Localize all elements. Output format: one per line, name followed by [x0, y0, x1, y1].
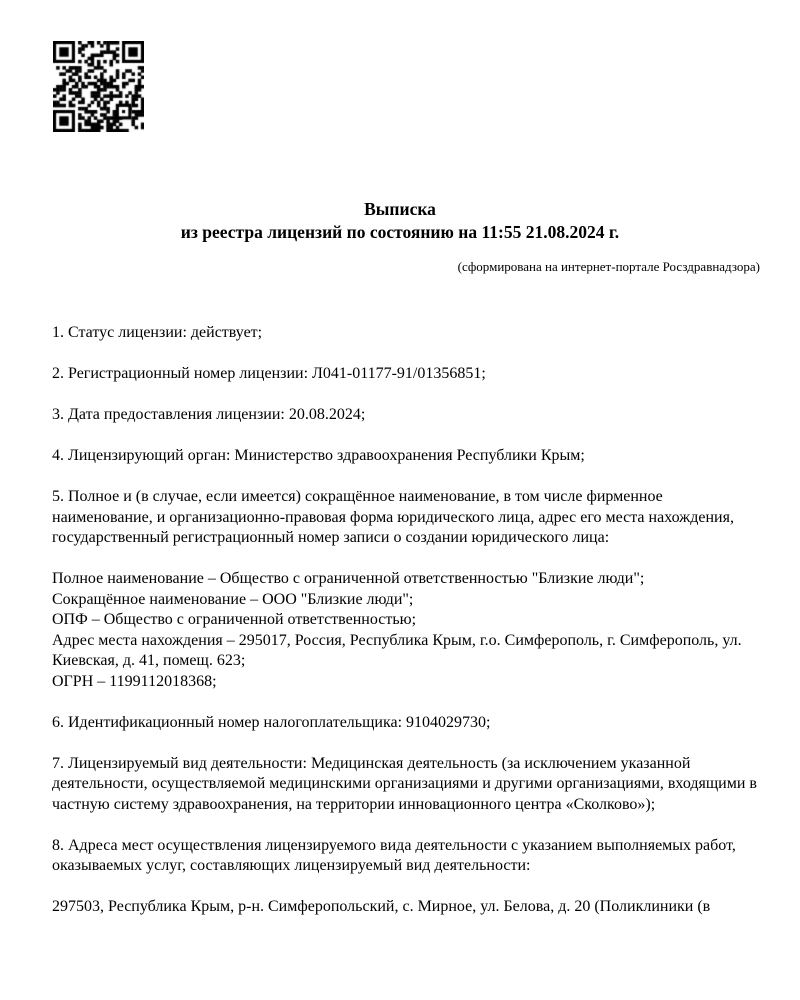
document-title-line2: из реестра лицензий по состоянию на 11:55 21.08.2024 г. — [180, 222, 620, 242]
document-subtitle: (сформирована на интернет-портале Росздравнадзора) — [457, 259, 760, 274]
paragraph-license-status: 1. Статус лицензии: действует; — [52, 324, 263, 341]
entity-address-line: Адрес места нахождения – 295017, Россия, Республика Крым, г.о. Симферополь, г. Симферополь, ул. Киевская, д. 41, помещ. 623; — [52, 631, 742, 669]
document-body — [52, 323, 760, 938]
paragraph-license-date: 3. Дата предоставления лицензии: 20.08.2024; — [52, 406, 366, 423]
paragraph-entity-info-intro: 5. Полное и (в случае, если имеется) сокращённое наименование, в том числе фирменное наименование, и организационно-правовая форма юридического лица, адрес его места нахождения, государственный регистрационный номер записи о создании юридического лица: — [52, 488, 734, 546]
entity-opf-line: ОПФ – Общество с ограниченной ответственностью; — [52, 611, 417, 628]
entity-short-name-line: Сокращённое наименование – ООО "Близкие люди"; — [52, 590, 414, 608]
paragraph-activity-address-1: 297503, Республика Крым, р-н. Симферопольский, с. Мирное, ул. Белова, д. 20 (Поликлиники (в — [52, 898, 711, 915]
paragraph-license-number: 2. Регистрационный номер лицензии: Л041-01177-91/01356851; — [52, 365, 486, 382]
entity-details-block — [52, 569, 760, 692]
entity-full-name-line: Полное наименование – Общество с ограниченной ответственностью "Близкие люди"; — [52, 570, 645, 587]
qr-code — [53, 41, 144, 132]
paragraph-licensing-authority: 4. Лицензирующий орган: Министерство здравоохранения Республики Крым; — [52, 447, 585, 464]
paragraph-activity-type: 7. Лицензируемый вид деятельности: Медицинская деятельность (за исключением указанной деятельности, осуществляемой медицинскими организациями и другими организациями, входящими в частную систему здравоохранения, на территории инновационного центра «Сколково»); — [52, 754, 757, 813]
paragraph-taxpayer-inn: 6. Идентификационный номер налогоплательщика: 9104029730; — [52, 713, 491, 731]
document-title — [0, 198, 800, 244]
document-title-line1: Выписка — [364, 199, 436, 219]
paragraph-activity-addresses-intro: 8. Адреса мест осуществления лицензируемого вида деятельности с указанием выполняемых работ, оказываемых услуг, составляющих лицензируемый вид деятельности: — [52, 836, 736, 874]
entity-ogrn-line: ОГРН – 1199112018368; — [52, 672, 217, 690]
